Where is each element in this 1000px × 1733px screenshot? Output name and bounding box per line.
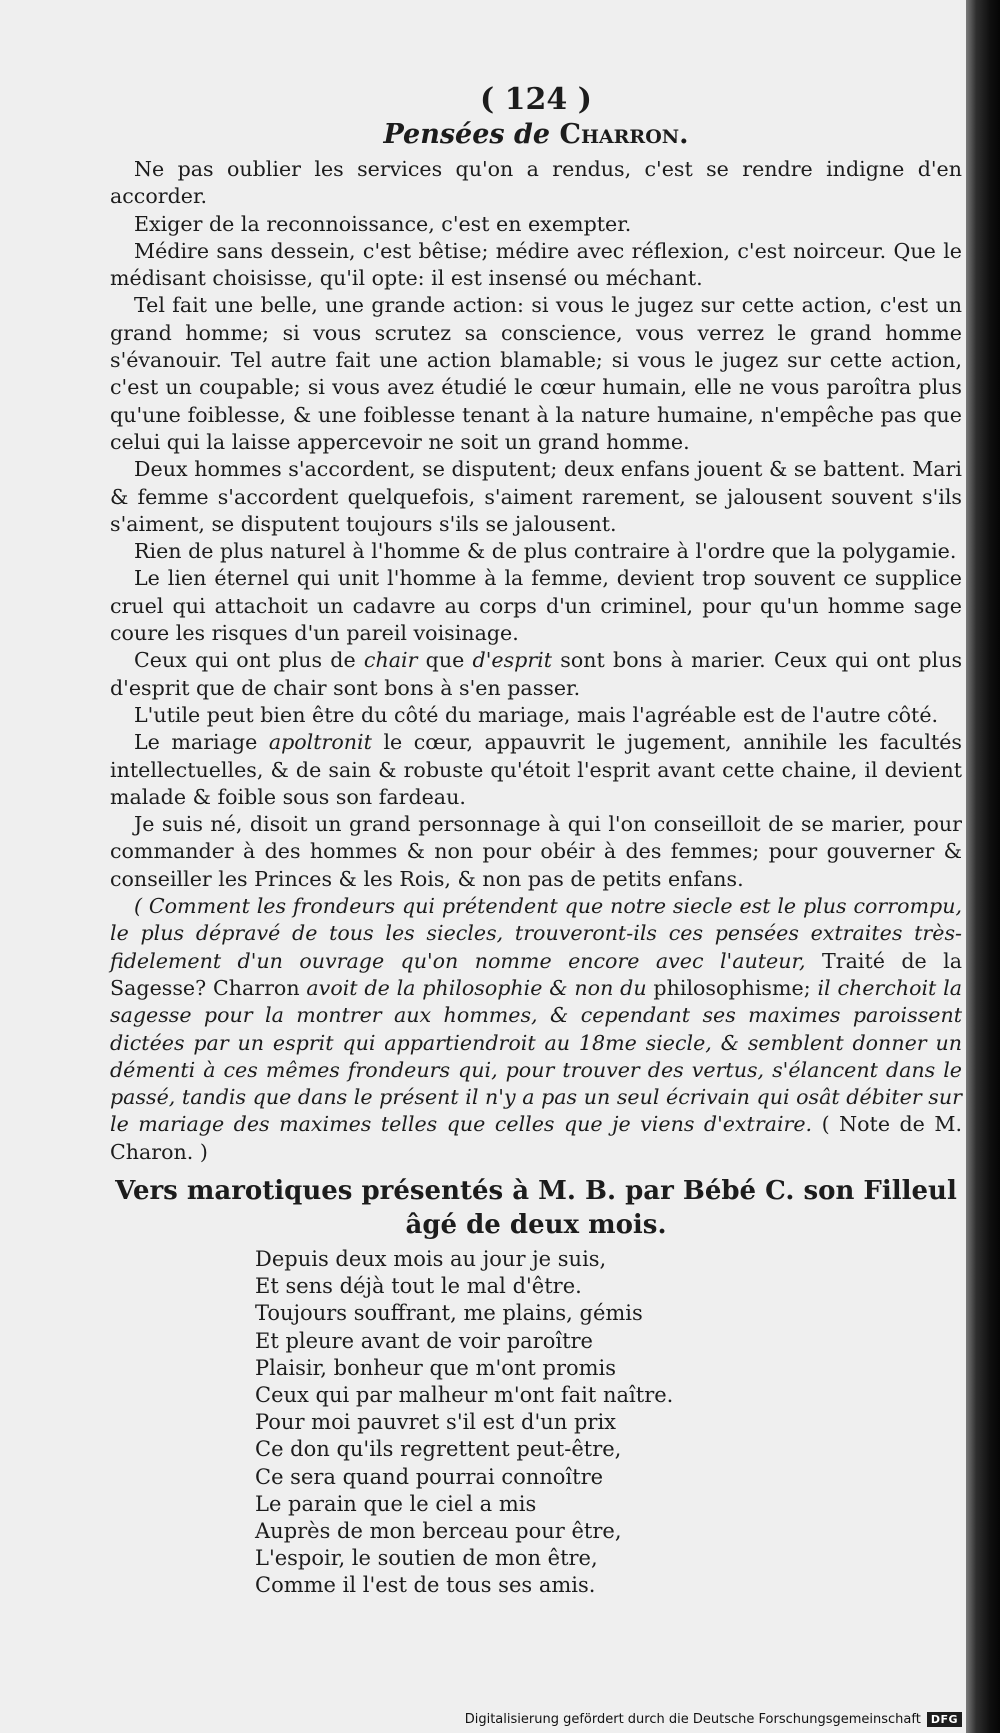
poem-line: Et pleure avant de voir paroître: [255, 1328, 593, 1353]
note-close: ( Note de M. Charon. ): [110, 1112, 962, 1164]
poem-line: Le parain que le ciel a mis: [255, 1491, 537, 1516]
page-number: ( 124 ): [480, 82, 592, 117]
dfg-logo: DFG: [927, 1712, 962, 1727]
text-segment: Ceux qui ont plus de: [134, 648, 356, 673]
paragraph: Tel fait une belle, une grande action: si vous le jugez sur cette action, c'est un grand homme; si vous scrutez sa conscience, vous verrez le grand homme s'évanouir. Tel autre fait une action blamable; si vous le jugez sur cette action, c'est un coupable; si vous avez étudié le cœur humain, elle ne vous paroîtra plus qu'une foiblesse, & une foiblesse tenant à la nature humaine, n'empêche pas que celui qui la laisse appercevoir ne soit un grand homme.: [110, 293, 962, 454]
poem-line: Pour moi pauvret s'il est d'un prix: [255, 1410, 616, 1435]
poem-line: Ce don qu'ils regrettent peut-être,: [255, 1437, 622, 1462]
paragraph: Ne pas oublier les services qu'on a rendus, c'est se rendre indigne d'en accorder.: [110, 157, 962, 209]
emphasis-apoltronit: apoltronit: [268, 730, 372, 755]
paragraph: L'utile peut bien être du côté du mariage, mais l'agréable est de l'autre côté.: [134, 702, 939, 727]
note-segment: il cherchoit la sagesse pour la montrer aux hommes, & cependant ses maximes paroissent dictées par un esprit qui appartiendroit au 18me siecle, & semblent donner un démenti à ces mêmes frondeurs qui, pour trouver des vertus, s'élancent dans le passé, tandis que dans le présent il n'y a pas un seul écrivain qui osât débiter sur le mariage des maximes telles que celles que je viens d'extraire.: [110, 975, 963, 1137]
poem-line: Et sens déjà tout le mal d'être.: [255, 1274, 582, 1299]
poem-line: Comme il l'est de tous ses amis.: [255, 1573, 596, 1598]
poem-line: Depuis deux mois au jour je suis,: [255, 1246, 607, 1271]
poem: [255, 1246, 962, 1600]
emphasis-esprit: d'esprit: [472, 648, 553, 673]
emphasis-chair: chair: [363, 648, 418, 673]
paragraph: Médire sans dessein, c'est bêtise; médire avec réflexion, c'est noirceur. Que le médisant choisisse, qu'il opte: il est insensé ou méchant.: [110, 238, 962, 291]
paragraph-mariage: [110, 729, 962, 811]
note-traite: Traité de la Sagesse?: [110, 948, 962, 1000]
paragraph: Exiger de la reconnoissance, c'est en exempter.: [134, 211, 632, 236]
title-prefix: Pensées de: [383, 119, 551, 150]
paragraph: Rien de plus naturel à l'homme & de plus contraire à l'ordre que la polygamie.: [134, 539, 957, 564]
poem-line: Auprès de mon berceau pour être,: [255, 1519, 622, 1544]
paragraph: Je suis né, disoit un grand personnage à qui l'on conseilloit de se marier, pour commander à des hommes & non pour obéir à des femmes; pour gouverner & conseiller les Princes & les Rois, & non pas de petits enfans.: [110, 812, 962, 891]
note-segment: avoit de la philosophie & non du: [306, 975, 647, 1000]
digitization-footer: [465, 1712, 962, 1727]
text-segment: que: [425, 648, 465, 673]
paragraph: Deux hommes s'accordent, se disputent; deux enfans jouent & se battent. Mari & femme s'accordent quelquefois, s'aiment rarement, se jalousent souvent s'ils s'aiment, se disputent toujours s'ils se jalousent.: [110, 457, 962, 536]
paragraph-chair-esprit: [110, 647, 962, 702]
poem-title: Vers marotiques présentés à M. B. par Bébé C. son Filleul âgé de deux mois.: [115, 1175, 957, 1240]
title-name: Charron.: [559, 119, 689, 150]
text-segment: Le mariage: [134, 730, 258, 755]
note-segment: ( Comment les frondeurs qui prétendent que notre siecle est le plus corrompu, le plus dépravé de tous les siecles, trouveront-ils ces pensées extraites très-fidelement d'un ouvrage qu'on nomme encore avec l'auteur,: [110, 894, 962, 973]
poem-line: Ce sera quand pourrai connoître: [255, 1464, 604, 1489]
page-title: [110, 118, 962, 152]
editor-note: [110, 893, 962, 1166]
poem-line: Toujours souffrant, me plains, gémis: [255, 1301, 643, 1326]
poem-line: L'espoir, le soutien de mon être,: [255, 1546, 598, 1571]
note-charron: Charron: [212, 975, 300, 1000]
note-philosophisme: philosophisme;: [653, 975, 811, 1000]
poem-line: Plaisir, bonheur que m'ont promis: [255, 1355, 617, 1380]
poem-line: Ceux qui par malheur m'ont fait naître.: [255, 1383, 674, 1407]
page-content: [110, 82, 962, 1600]
paragraph: Le lien éternel qui unit l'homme à la femme, devient trop souvent ce supplice cruel qui attachoit un cadavre au corps d'un criminel, pour qu'un homme sage coure les risques d'un pareil voisinage.: [110, 566, 962, 646]
footer-text: Digitalisierung gefördert durch die Deutsche Forschungsgemeinschaft: [464, 1712, 921, 1727]
text-segment: sont bons à marier. Ceux qui ont plus d'esprit que de chair sont bons à s'en passer.: [110, 648, 963, 700]
text-segment: le cœur, appauvrit le jugement, annihile les facultés intellectuelles, & de sain & robuste qu'étoit l'esprit avant cette chaine, il devient malade & foible sous son fardeau.: [110, 730, 962, 809]
page-edge-shadow: [966, 0, 1000, 1733]
